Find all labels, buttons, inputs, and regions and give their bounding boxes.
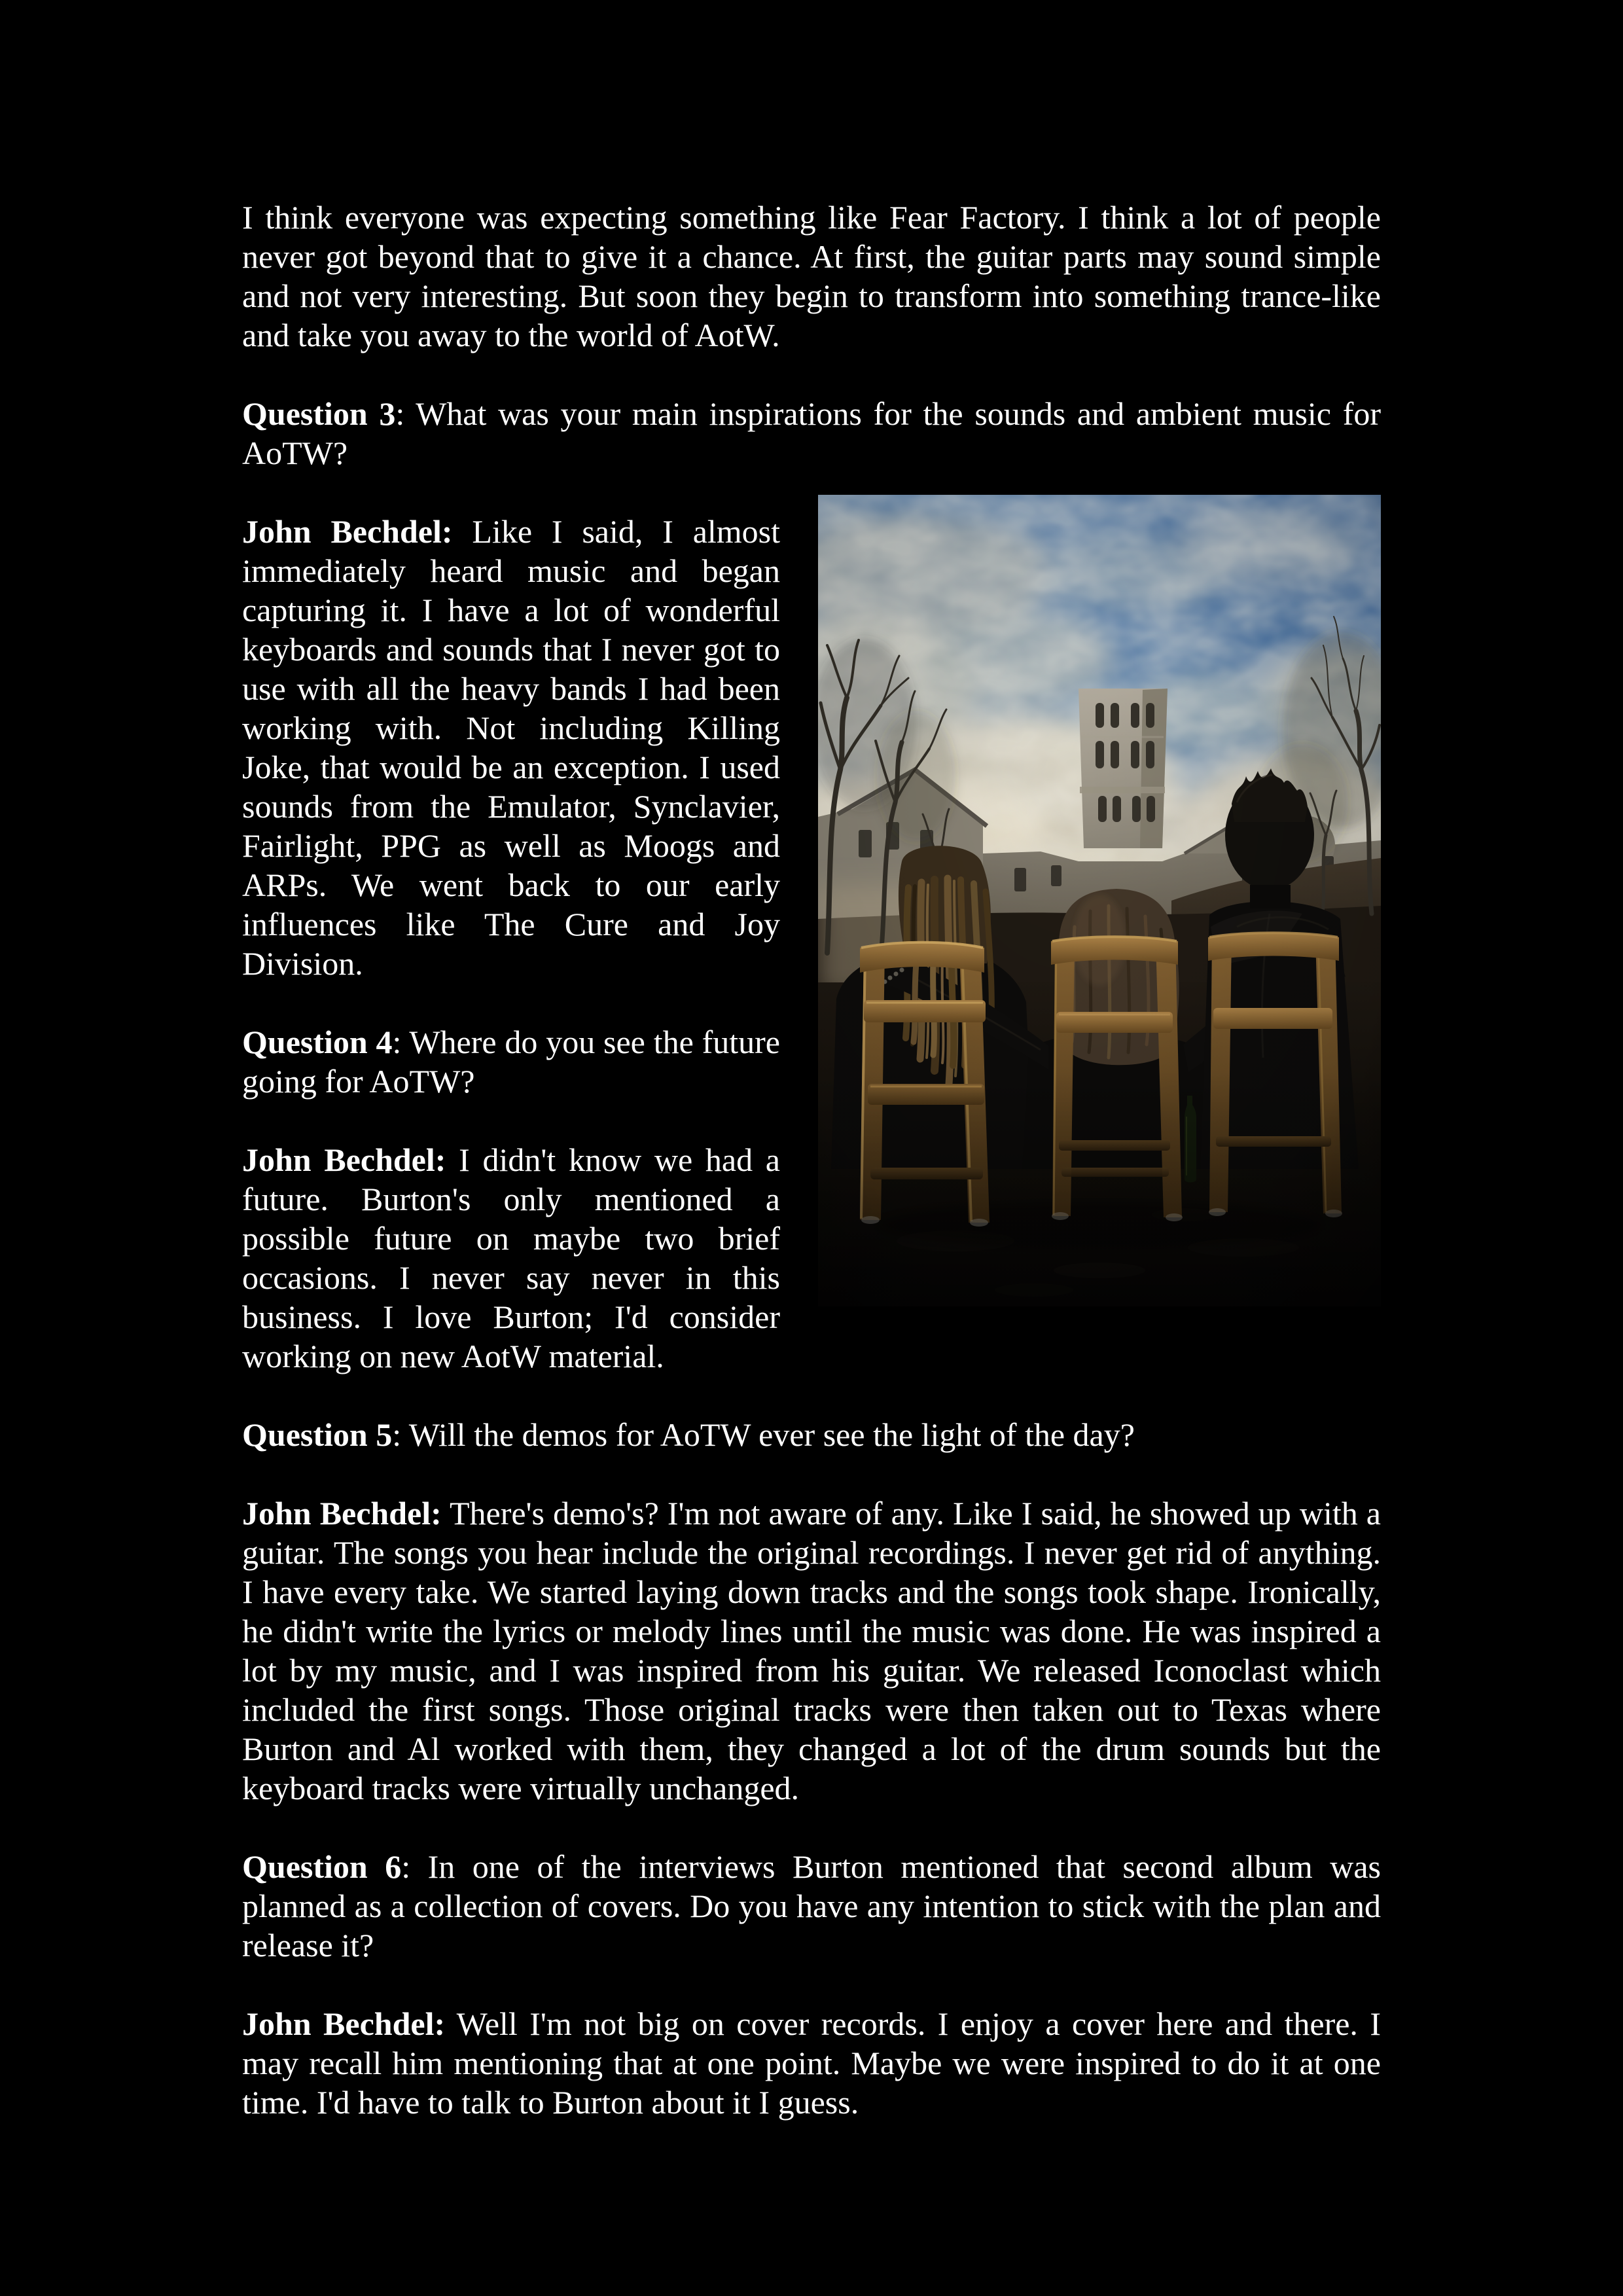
paragraph-separator: [445, 2005, 457, 2042]
photo-vignette: [818, 495, 1381, 1306]
paragraph-body: I didn't know we had a future. Burton's only mentioned a possible future on maybe two brief occasions. I never say never in this business. I love Burton; I'd consider working on new AotW material.: [242, 1141, 780, 1374]
paragraph-separator: [446, 1141, 459, 1178]
answer-paragraph: [242, 2004, 1381, 2122]
question-paragraph: [242, 1847, 1381, 1965]
paragraph-separator: :: [392, 1024, 410, 1060]
paragraph-separator: [453, 513, 473, 550]
paragraph-separator: [442, 1495, 450, 1532]
question-label: Question 4: [242, 1024, 393, 1060]
paragraph-body: I think everyone was expecting something like Fear Factory. I think a lot of people never got beyond that to give it a chance. At first, the guitar parts may sound simple and not very interesting. But soon they begin to transform into something trance-like and take you away to the world of AotW.: [242, 199, 1381, 353]
paragraph-body: Well I'm not big on cover records. I enjoy a cover here and there. I may recall him mentioning that at one point. Maybe we were inspired to do it at one time. I'd have to talk to Burton about it I guess.: [242, 2005, 1381, 2121]
band-photo: [818, 495, 1381, 1306]
question-paragraph: [242, 394, 1381, 473]
paragraph-body: There's demo's? I'm not aware of any. Like I said, he showed up with a guitar. The songs you hear include the original recordings. I never get rid of anything. I have every take. We started laying down tracks and the songs took shape. Ironically, he didn't write the lyrics or melody lines until the music was done. He was inspired a lot by my music, and I was inspired from his guitar. We released Iconoclast which included the first songs. Those original tracks were then taken out to Texas where Burton and Al worked with them, they changed a lot of the drum sounds but the keyboard tracks were virtually unchanged.: [242, 1495, 1381, 1806]
paragraph-body: Where do you see the future going for AoTW?: [242, 1024, 780, 1100]
interview-paragraph: [242, 198, 1381, 355]
paragraph-body: Like I said, I almost immediately heard music and began capturing it. I have a lot of wonderful keyboards and sounds that I never got to use with all the heavy bands I had been working with. Not including Killing Joke, that would be an exception. I used sounds from the Emulator, Synclavier, Fairlight, PPG as well as Moogs and ARPs. We went back to our early influences like The Cure and Joy Division.: [242, 513, 781, 982]
paragraph-body: Will the demos for AoTW ever see the light of the day?: [408, 1416, 1135, 1453]
speaker-label: John Bechdel:: [242, 1141, 446, 1178]
speaker-label: John Bechdel:: [242, 513, 453, 550]
paragraph-separator: :: [401, 1848, 428, 1885]
paragraph-separator: :: [395, 395, 416, 432]
question-paragraph: [242, 1415, 1381, 1454]
interview-text-column: [242, 198, 1381, 2161]
paragraph-body: In one of the interviews Burton mentioned that second album was planned as a collection of covers. Do you have any intention to stick with the plan and release it?: [242, 1848, 1381, 1964]
question-label: Question 3: [242, 395, 396, 432]
question-label: Question 5: [242, 1416, 393, 1453]
paragraph-body: What was your main inspirations for the sounds and ambient music for AoTW?: [242, 395, 1381, 471]
paragraph-separator: :: [392, 1416, 409, 1453]
question-label: Question 6: [242, 1848, 402, 1885]
answer-paragraph: [242, 512, 1381, 983]
speaker-label: John Bechdel:: [242, 2005, 446, 2042]
answer-paragraph: [242, 1494, 1381, 1808]
speaker-label: John Bechdel:: [242, 1495, 442, 1532]
